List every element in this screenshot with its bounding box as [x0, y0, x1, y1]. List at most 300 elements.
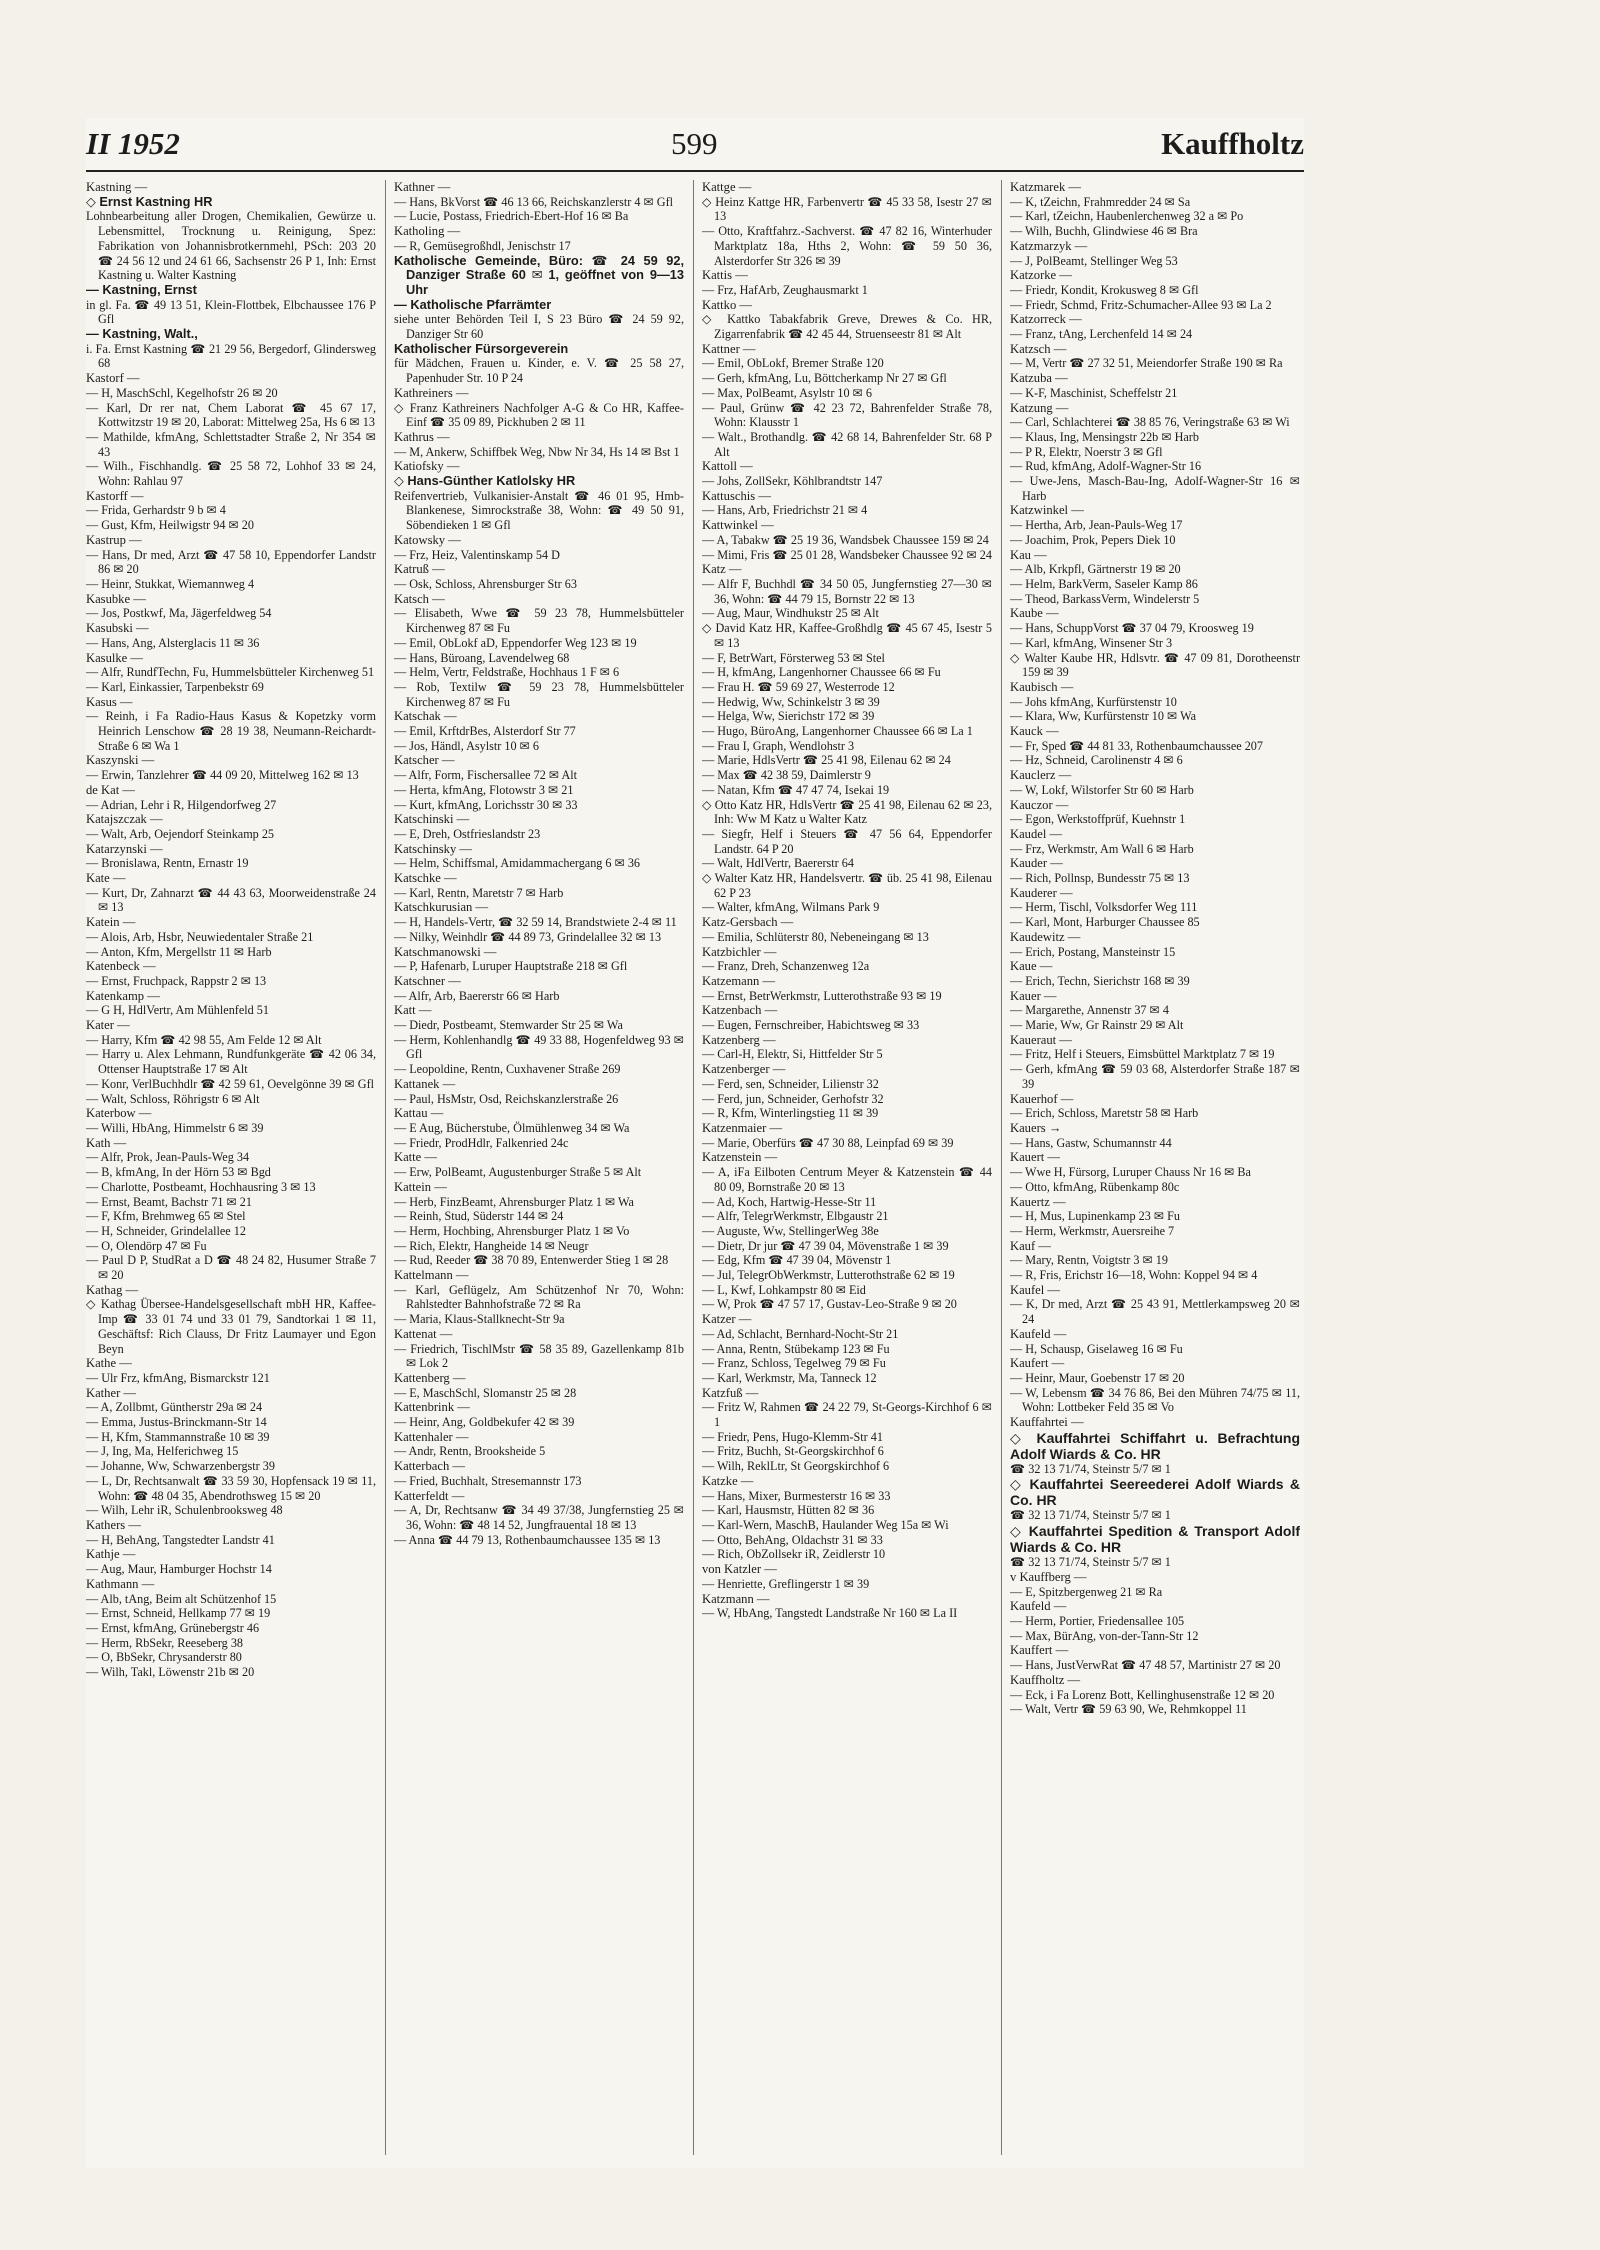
directory-entry: — M, Vertr ☎ 27 32 51, Meiendorfer Straße 190 ✉ Ra	[1010, 356, 1283, 371]
directory-entry: — L, Dr, Rechtsanwalt ☎ 33 59 30, Hopfensack 19 ✉ 11, Wohn: ☎ 48 04 35, Abendrothsweg 15 ✉ 20	[86, 1473, 376, 1503]
directory-entry: — Alfr, RundfTechn, Fu, Hummelsbütteler Kirchenweg 51	[86, 665, 375, 680]
directory-entry: — Hans, BkVorst ☎ 46 13 66, Reichskanzlerstr 4 ✉ Gfl	[394, 194, 674, 209]
directory-entry: — Eck, i Fa Lorenz Bott, Kellinghusenstraße 12 ✉ 20	[1010, 1687, 1275, 1702]
directory-entry: — H, Schausp, Giselaweg 16 ✉ Fu	[1010, 1341, 1183, 1356]
directory-entry: — R, Gemüsegroßhdl, Jenischstr 17	[394, 238, 571, 253]
directory-entry: — Herm, Werkmstr, Auersreihe 7	[1010, 1223, 1175, 1238]
directory-entry: — P, Hafenarb, Luruper Hauptstraße 218 ✉ Gfl	[394, 959, 628, 974]
directory-entry: — Adrian, Lehr i R, Hilgendorfweg 27	[86, 797, 277, 812]
surname-heading: Katt —	[394, 1003, 432, 1018]
directory-entry: — Max, PolBeamt, Asylstr 10 ✉ 6	[702, 385, 873, 400]
directory-entry: — Kurt, kfmAng, Lorichsstr 30 ✉ 33	[394, 797, 578, 812]
directory-entry: — Kastning, Ernst	[86, 281, 197, 297]
directory-entry: — Erich, Postang, Mansteinstr 15	[1010, 944, 1176, 959]
directory-entry: ◇ Otto Katz HR, HdlsVertr ☎ 25 41 98, Eilenau 62 ✉ 23, Inh: Ww M Katz u Walter Katz	[702, 797, 992, 827]
directory-entry: ◇ Kauffahrtei Spedition & Transport Adolf Wiards & Co. HR	[1010, 1523, 1300, 1556]
surname-heading: v Kauffberg —	[1010, 1569, 1087, 1584]
surname-heading: Kathe —	[86, 1356, 132, 1371]
directory-entry: — Otto, Kraftfahrz.-Sachverst. ☎ 47 82 16, Winterhuder Marktplatz 18a, Hths 2, Wohn: ☎ 59 50 36, Alsterdorfer Str 326 ✉ 39	[702, 224, 992, 268]
directory-entry: — Leopoldine, Rentn, Cuxhavener Straße 269	[394, 1062, 621, 1077]
directory-entry: — Franz, tAng, Lerchenfeld 14 ✉ 24	[1010, 327, 1193, 342]
surname-heading: Kattko —	[702, 297, 753, 312]
directory-entry: — Jul, TelegrObWerkmstr, Lutterothstraße 62 ✉ 19	[702, 1268, 955, 1283]
surname-heading: Kattein —	[394, 1179, 447, 1194]
directory-entry: — Rob, Textilw ☎ 59 23 78, Hummelsbütteler Kirchenweg 87 ✉ Fu	[394, 679, 684, 709]
surname-heading: Kaufert —	[1010, 1356, 1065, 1371]
directory-entry: — Wilh, Lehr iR, Schulenbrooksweg 48	[86, 1503, 283, 1518]
surname-heading: Katschinsky —	[394, 841, 473, 856]
directory-entry: — H, BehAng, Tangstedter Landstr 41	[86, 1532, 275, 1547]
directory-entry: ☎ 32 13 71/74, Steinstr 5/7 ✉ 1	[1010, 1508, 1171, 1523]
directory-entry: — Emil, ObLokf aD, Eppendorfer Weg 123 ✉ 19	[394, 635, 637, 650]
surname-heading: Katschkurusian —	[394, 900, 489, 915]
surname-heading: Katz-Gersbach —	[702, 915, 794, 930]
directory-entry: — Dietr, Dr jur ☎ 47 39 04, Mövenstraße 1 ✉ 39	[702, 1238, 949, 1253]
directory-entry: — Alb, tAng, Beim alt Schützenhof 15	[86, 1591, 277, 1606]
surname-heading: Katzorreck —	[1010, 312, 1082, 327]
directory-entry: — Harry, Kfm ☎ 42 98 55, Am Felde 12 ✉ Alt	[86, 1032, 322, 1047]
directory-entry: Reifenvertrieb, Vulkanisier-Anstalt ☎ 46 01 95, Hmb-Blankenese, Simrockstraße 38, Wohn: ☎ 49 50 91, Söbendieken 1 ✉ Gfl	[394, 488, 684, 533]
directory-entry: — Edg, Kfm ☎ 47 39 04, Mövenstr 1	[702, 1253, 892, 1268]
directory-entry: — L, Kwf, Lohkampstr 80 ✉ Eid	[702, 1282, 866, 1297]
directory-entry: — Herm, Tischl, Volksdorfer Weg 111	[1010, 900, 1198, 915]
directory-entry: — W, Lokf, Wilstorfer Str 60 ✉ Harb	[1010, 782, 1194, 797]
directory-entry: — Klaus, Ing, Mensingstr 22b ✉ Harb	[1010, 429, 1199, 444]
directory-entry: — Ferd, jun, Schneider, Gerhofstr 32	[702, 1091, 884, 1106]
directory-entry: — Ad, Koch, Hartwig-Hesse-Str 11	[702, 1194, 877, 1209]
directory-entry: — Karl, Geflügelz, Am Schützenhof Nr 70, Wohn: Rahlstedter Bahnhofstraße 72 ✉ Ra	[394, 1282, 684, 1312]
directory-entry: — Hans, Mixer, Burmesterstr 16 ✉ 33	[702, 1488, 891, 1503]
surname-heading: Katzorke —	[1010, 268, 1072, 283]
directory-entry: — Alb, Krkpfl, Gärtnerstr 19 ✉ 20	[1010, 562, 1181, 577]
surname-heading: von Katzler —	[702, 1562, 777, 1577]
surname-heading: Katte —	[394, 1150, 438, 1165]
directory-entry: — H, Handels-Vertr, ☎ 32 59 14, Brandstwiete 2-4 ✉ 11	[394, 915, 677, 930]
directory-entry: — Alfr, Prok, Jean-Pauls-Weg 34	[86, 1150, 250, 1165]
directory-entry: — Karl, Rentn, Maretstr 7 ✉ Harb	[394, 885, 564, 900]
surname-heading: Kathmann —	[86, 1576, 155, 1591]
directory-entry: — Wilh, ReklLtr, St Georgskirchhof 6	[702, 1459, 890, 1474]
directory-entry: — Hans, JustVerwRat ☎ 47 48 57, Martinistr 27 ✉ 20	[1010, 1658, 1281, 1673]
directory-entry: — Konr, VerlBuchhdlr ☎ 42 59 61, Oevelgönne 39 ✉ Gfl	[86, 1076, 375, 1091]
directory-entry: — Heinr, Stukkat, Wiemannweg 4	[86, 576, 255, 591]
directory-entry: — Walt., Brothandlg. ☎ 42 68 14, Bahrenfelder Str. 68 P Alt	[702, 429, 992, 459]
directory-entry: — Walt, HdlVertr, Baererstr 64	[702, 856, 854, 871]
directory-entry: — Hans, Ang, Alsterglacis 11 ✉ 36	[86, 635, 260, 650]
directory-entry: — Carl, Schlachterei ☎ 38 85 76, Veringstraße 63 ✉ Wi	[1010, 415, 1290, 430]
directory-entry: — Rich, Pollnsp, Bundesstr 75 ✉ 13	[1010, 871, 1190, 886]
surname-heading: Kate —	[86, 871, 126, 886]
column-divider	[1001, 180, 1002, 2155]
directory-entry: — Ulr Frz, kfmAng, Bismarckstr 121	[86, 1370, 270, 1385]
surname-heading: Kasubke —	[86, 591, 146, 606]
directory-entry: — W, HbAng, Tangstedt Landstraße Nr 160 ✉ La II	[702, 1606, 958, 1621]
column-divider	[693, 180, 694, 2155]
directory-entry: — Uwe-Jens, Masch-Bau-Ing, Adolf-Wagner-Str 16 ✉ Harb	[1010, 474, 1300, 503]
surname-heading: Katzmarek —	[1010, 180, 1081, 194]
surname-heading: Kaube —	[1010, 606, 1059, 621]
directory-entry: — E, MaschSchl, Slomanstr 25 ✉ 28	[394, 1385, 577, 1400]
directory-entry: — Frz, Heiz, Valentinskamp 54 D	[394, 547, 560, 562]
directory-entry: — Herta, kfmAng, Flotowstr 3 ✉ 21	[394, 782, 574, 797]
directory-entry: — Frau H. ☎ 59 69 27, Westerrode 12	[702, 679, 895, 694]
surname-heading: Katzbichler —	[702, 944, 777, 959]
directory-entry: — A, Tabakw ☎ 25 19 36, Wandsbek Chaussee 159 ✉ 24	[702, 532, 989, 547]
directory-entry: — Wwe H, Fürsorg, Luruper Chauss Nr 16 ✉ Ba	[1010, 1165, 1251, 1180]
directory-entry: — Emma, Justus-Brinckmann-Str 14	[86, 1415, 267, 1430]
directory-entry: — Otto, kfmAng, Rübenkamp 80c	[1010, 1179, 1180, 1194]
directory-entry: — Friedr, Schmd, Fritz-Schumacher-Allee 93 ✉ La 2	[1010, 297, 1272, 312]
column-4	[1010, 180, 1300, 2155]
directory-entry: — Marie, Oberfürs ☎ 47 30 88, Leinpfad 69 ✉ 39	[702, 1135, 954, 1150]
volume-year: II 1952	[86, 126, 180, 161]
surname-heading: Katzmarzyk —	[1010, 238, 1088, 253]
surname-heading: Kattenhaler —	[394, 1429, 469, 1444]
directory-page	[86, 118, 1304, 2168]
directory-entry: — Aug, Maur, Hamburger Hochstr 14	[86, 1562, 272, 1577]
directory-entry: — H, Kfm, Stammannstraße 10 ✉ 39	[86, 1429, 270, 1444]
surname-heading: Kath —	[86, 1135, 127, 1150]
directory-entry: — H, Schneider, Grindelallee 12	[86, 1223, 246, 1238]
directory-entry: ◇ Walter Katz HR, Handelsvertr. ☎ üb. 25 41 98, Eilenau 62 P 23	[702, 871, 992, 900]
directory-entry: — Hans, Büroang, Lavendelweg 68	[394, 650, 570, 665]
directory-entry: — Karl, Mont, Harburger Chaussee 85	[1010, 915, 1200, 930]
column-3	[702, 180, 992, 2155]
directory-entry: — Hugo, BüroAng, Langenhorner Chaussee 66 ✉ La 1	[702, 724, 973, 739]
directory-entry: — Gerh, kfmAng ☎ 59 03 68, Alsterdorfer Straße 187 ✉ 39	[1010, 1062, 1300, 1091]
surname-heading: Katerbow —	[86, 1106, 152, 1121]
directory-entry: ◇ Walter Kaube HR, Hdlsvtr. ☎ 47 09 81, Dorotheenstr 159 ✉ 39	[1010, 650, 1300, 680]
directory-entry: — Alfr F, Buchhdl ☎ 34 50 05, Jungfernstieg 27—30 ✉ 36, Wohn: ☎ 44 79 15, Bornstr 22 ✉ 13	[702, 576, 992, 606]
directory-entry: — Rich, ObZollsekr iR, Zeidlerstr 10	[702, 1547, 886, 1562]
surname-heading: Kaufeld —	[1010, 1599, 1067, 1614]
directory-entry: — Hans, Gastw, Schumannstr 44	[1010, 1135, 1172, 1150]
directory-entry: — A, Dr, Rechtsanw ☎ 34 49 37/38, Jungfernstieg 25 ✉ 36, Wohn: ☎ 48 14 52, Jungfrauental 18 ✉ 13	[394, 1503, 684, 1532]
directory-entry: — Friedr, Kondit, Krokusweg 8 ✉ Gfl	[1010, 282, 1199, 297]
page-header	[86, 118, 1304, 172]
directory-entry: — Egon, Werkstoffprüf, Kuehnstr 1	[1010, 812, 1186, 827]
directory-entry: — Auguste, Ww, StellingerWeg 38e	[702, 1223, 879, 1238]
directory-entry: — Herm, RbSekr, Reeseberg 38	[86, 1635, 244, 1650]
directory-entry: — Johs kfmAng, Kurfürstenstr 10	[1010, 694, 1177, 709]
surname-heading: Katzung —	[1010, 400, 1069, 415]
surname-heading: Kauert —	[1010, 1150, 1061, 1165]
directory-entry: — Alois, Arb, Hsbr, Neuwiedentaler Straße 21	[86, 929, 314, 944]
directory-entry: — W, Prok ☎ 47 57 17, Gustav-Leo-Straße 9 ✉ 20	[702, 1297, 957, 1312]
directory-entry: — Herm, Hochbing, Ahrensburger Platz 1 ✉ Vo	[394, 1223, 630, 1238]
directory-entry: — Ernst, kfmAng, Grünebergstr 46	[86, 1620, 260, 1635]
directory-entry: — Karl, Hausmstr, Hütten 82 ✉ 36	[702, 1503, 875, 1518]
directory-entry: ◇ Kathag Übersee-Handelsgesellschaft mbH HR, Kaffee-Imp ☎ 33 01 74 und 33 01 79, Sandtorkai 1 ✉ 11, Geschäftsf: Rich Clauss, Dr Fritz Laumayer und Egon Beyn	[86, 1297, 376, 1356]
surname-heading: Katzmann —	[702, 1591, 770, 1606]
page-number: 599	[671, 126, 718, 161]
surname-heading: Kattelmann —	[394, 1268, 469, 1283]
directory-entry: — Herm, Kohlenhandlg ☎ 49 33 88, Hogenfeldweg 93 ✉ Gfl	[394, 1032, 684, 1062]
directory-entry: — Hans, Dr med, Arzt ☎ 47 58 10, Eppendorfer Landstr 86 ✉ 20	[86, 547, 376, 577]
directory-entry: — H, kfmAng, Langenhorner Chaussee 66 ✉ Fu	[702, 665, 941, 680]
directory-entry: — Walt, Vertr ☎ 59 63 90, We, Rehmkoppel 11	[1010, 1702, 1247, 1717]
surname-heading: Katajszczak —	[86, 812, 163, 827]
directory-entry: — J, Ing, Ma, Helferichweg 15	[86, 1444, 239, 1459]
directory-entry: ◇ Kattko Tabakfabrik Greve, Drewes & Co. HR, Zigarrenfabrik ☎ 42 45 44, Struenseestr 81 ✉ Alt	[702, 312, 992, 342]
surname-heading: Kauertz —	[1010, 1194, 1066, 1209]
surname-heading: Katschinski —	[394, 812, 470, 827]
directory-entry: — M, Ankerw, Schiffbek Weg, Nbw Nr 34, Hs 14 ✉ Bst 1	[394, 444, 680, 459]
surname-heading: Katzenstein —	[702, 1150, 778, 1165]
surname-heading: Kauck —	[1010, 724, 1059, 739]
surname-heading: Kattner —	[702, 341, 756, 356]
directory-entry: — J, PolBeamt, Stellinger Weg 53	[1010, 253, 1178, 268]
surname-heading: Kattenberg —	[394, 1370, 466, 1385]
directory-entry: — Siegfr, Helf i Steuers ☎ 47 56 64, Eppendorfer Landstr. 64 P 20	[702, 826, 992, 856]
directory-entry: — K, tZeichn, Frahmredder 24 ✉ Sa	[1010, 194, 1191, 209]
directory-entry: — Fried, Buchhalt, Stresemannstr 173	[394, 1473, 582, 1488]
directory-entry: — F, Kfm, Brehmweg 65 ✉ Stel	[86, 1209, 246, 1224]
surname-heading: Katenbeck —	[86, 959, 156, 974]
directory-entry: — Franz, Dreh, Schanzenweg 12a	[702, 959, 870, 974]
surname-heading: Kattge —	[702, 180, 752, 194]
surname-heading: Kaufel —	[1010, 1282, 1061, 1297]
surname-heading: Kathag —	[86, 1282, 139, 1297]
surname-heading: Kastorff —	[86, 488, 144, 503]
directory-entry: — E, Dreh, Ostfrieslandstr 23	[394, 826, 541, 841]
directory-entry: — Ernst, BetrWerkmstr, Lutterothstraße 93 ✉ 19	[702, 988, 942, 1003]
directory-entry: — Anna, Rentn, Stübekamp 123 ✉ Fu	[702, 1341, 890, 1356]
directory-entry: ◇ Kauffahrtei Schiffahrt u. Befrachtung Adolf Wiards & Co. HR	[1010, 1429, 1300, 1462]
directory-entry: — Theod, BarkassVerm, Windelerstr 5	[1010, 591, 1200, 606]
directory-entry: — Alfr, Form, Fischersallee 72 ✉ Alt	[394, 768, 578, 783]
directory-entry: — Karl-Wern, MaschB, Haulander Weg 15a ✉ Wi	[702, 1517, 949, 1532]
directory-entry: — Osk, Schloss, Ahrensburger Str 63	[394, 576, 577, 591]
directory-entry: — K-F, Maschinist, Scheffelstr 21	[1010, 385, 1178, 400]
surname-heading: Kauder —	[1010, 856, 1063, 871]
directory-entry: ◇ Heinz Kattge HR, Farbenvertr ☎ 45 33 58, Isestr 27 ✉ 13	[702, 194, 992, 224]
surname-heading: Katiofsky —	[394, 459, 460, 474]
directory-entry: Katholische Gemeinde, Büro: ☎ 24 59 92, Danziger Straße 60 ✉ 1, geöffnet von 9—13 Uhr	[394, 252, 684, 297]
surname-heading: Kau —	[1010, 547, 1047, 562]
surname-heading: Kasulke —	[86, 650, 144, 665]
directory-entry: — Aug, Maur, Windhukstr 25 ✉ Alt	[702, 606, 879, 621]
surname-heading: Kaudewitz —	[1010, 929, 1081, 944]
directory-entry: — Herb, FinzBeamt, Ahrensburger Platz 1 ✉ Wa	[394, 1194, 634, 1209]
directory-entry: — Klara, Ww, Kurfürstenstr 10 ✉ Wa	[1010, 709, 1197, 724]
directory-entry: — Karl, Werkmstr, Ma, Tanneck 12	[702, 1370, 877, 1385]
directory-entry: — Emil, KrftdrBes, Alsterdorf Str 77	[394, 724, 576, 739]
surname-heading: Kattoll —	[702, 459, 753, 474]
directory-entry: — Gust, Kfm, Heilwigstr 94 ✉ 20	[86, 518, 254, 533]
directory-entry: — Erwin, Tanzlehrer ☎ 44 09 20, Mittelweg 162 ✉ 13	[86, 768, 359, 783]
directory-entry: — Ernst, Fruchpack, Rappstr 2 ✉ 13	[86, 973, 267, 988]
surname-heading: Kater —	[86, 1018, 130, 1033]
directory-entry: — Friedrich, TischlMstr ☎ 58 35 89, Gazellenkamp 81b ✉ Lok 2	[394, 1341, 684, 1371]
directory-entry: — H, MaschSchl, Kegelhofstr 26 ✉ 20	[86, 385, 278, 400]
directory-entry: — Emil, ObLokf, Bremer Straße 120	[702, 356, 884, 371]
surname-heading: Kattuschis —	[702, 488, 771, 503]
directory-entry: — Karl, kfmAng, Winsener Str 3	[1010, 635, 1173, 650]
directory-entry: — Hans, SchuppVorst ☎ 37 04 79, Kroosweg 19	[1010, 621, 1254, 636]
directory-entry: in gl. Fa. ☎ 49 13 51, Klein-Flottbek, Elbchaussee 176 P Gfl	[86, 297, 376, 327]
directory-entry: — Johanne, Ww, Schwarzenbergstr 39	[86, 1459, 275, 1474]
directory-entry: — Margarethe, Annenstr 37 ✉ 4	[1010, 1003, 1169, 1018]
directory-entry: — Henriette, Greflingerstr 1 ✉ 39	[702, 1576, 870, 1591]
directory-entry: — Karl, Dr rer nat, Chem Laborat ☎ 45 67 17, Kottwitzstr 19 ✉ 20, Laborat: Mittelweg 25a, Hs 6 ✉ 13	[86, 400, 376, 430]
directory-entry: — Franz, Schloss, Tegelweg 79 ✉ Fu	[702, 1356, 886, 1371]
directory-entry: — Erw, PolBeamt, Augustenburger Straße 5 ✉ Alt	[394, 1165, 642, 1180]
surname-heading: Kaudel —	[1010, 826, 1063, 841]
surname-heading: Katschner —	[394, 973, 461, 988]
directory-entry: — E Aug, Bücherstube, Ölmühlenweg 34 ✉ Wa	[394, 1121, 630, 1135]
surname-heading: Kathers —	[86, 1517, 141, 1532]
directory-entry: ◇ Ernst Kastning HR	[86, 193, 213, 209]
surname-heading: Katzuba —	[1010, 371, 1068, 386]
directory-entry: — P R, Elektr, Noerstr 3 ✉ Gfl	[1010, 444, 1163, 459]
directory-entry: — Ad, Schlacht, Bernhard-Nocht-Str 21	[702, 1326, 899, 1341]
surname-heading: Kattwinkel —	[702, 518, 774, 533]
directory-entry: — Ernst, Beamt, Bachstr 71 ✉ 21	[86, 1194, 252, 1209]
directory-entry: — Harry u. Alex Lehmann, Rundfunkgeräte ☎ 42 06 34, Ottenser Hauptstraße 17 ✉ Alt	[86, 1047, 376, 1077]
directory-entry: — Walt, Arb, Oejendorf Steinkamp 25	[86, 826, 275, 841]
surname-heading: Katschak —	[394, 709, 457, 724]
directory-entry: — Jos, Händl, Asylstr 10 ✉ 6	[394, 738, 539, 753]
column-divider	[385, 180, 386, 2155]
surname-heading: Kattenbrink —	[394, 1400, 470, 1415]
surname-heading: Kattanek —	[394, 1076, 456, 1091]
directory-entry: — Frida, Gerhardstr 9 b ✉ 4	[86, 503, 226, 518]
surname-heading: Kastorf —	[86, 371, 140, 386]
surname-heading: Kauerhof —	[1010, 1091, 1074, 1106]
directory-entry: für Mädchen, Frauen u. Kinder, e. V. ☎ 25 58 27, Papenhuder Str. 10 P 24	[394, 356, 684, 386]
surname-heading: Katruß —	[394, 562, 445, 577]
directory-entry: — Reinh, i Fa Radio-Haus Kasus & Kopetzky vorm Heinrich Lenschow ☎ 28 19 38, Neumann-Reichardt-Straße 6 ✉ Wa 1	[86, 709, 376, 753]
directory-entry: — Charlotte, Postbeamt, Hochhausring 3 ✉ 13	[86, 1179, 316, 1194]
directory-entry: — Bronislawa, Rentn, Ernastr 19	[86, 856, 249, 871]
directory-entry: — Alfr, Arb, Baererstr 66 ✉ Harb	[394, 988, 560, 1003]
surname-heading: Katzemann —	[702, 973, 776, 988]
directory-entry: — Hz, Schneid, Carolinenstr 4 ✉ 6	[1010, 753, 1183, 768]
directory-entry: — Jos, Postkwf, Ma, Jägerfeldweg 54	[86, 606, 272, 621]
directory-entry: ◇ Franz Kathreiners Nachfolger A-G & Co HR, Kaffee-Einf ☎ 35 09 89, Pickhuben 2 ✉ 11	[394, 400, 684, 430]
directory-entry: — Herm, Portier, Friedensallee 105	[1010, 1613, 1185, 1628]
surname-heading: Kasubski —	[86, 621, 149, 636]
directory-entry: — G H, HdlVertr, Am Mühlenfeld 51	[86, 1003, 269, 1018]
surname-heading: Katzwinkel —	[1010, 503, 1084, 518]
surname-heading: Katzenberger —	[702, 1062, 786, 1077]
directory-entry: — F, BetrWart, Försterweg 53 ✉ Stel	[702, 650, 885, 665]
directory-entry: — Paul, HsMstr, Osd, Reichskanzlerstraße 26	[394, 1091, 619, 1106]
column-1	[86, 180, 376, 2155]
directory-entry: — Carl-H, Elektr, Si, Hittfelder Str 5	[702, 1047, 883, 1062]
surname-heading: Katzfuß —	[702, 1385, 759, 1400]
surname-heading: Katholing —	[394, 224, 461, 239]
surname-heading: Katzenmaier —	[702, 1121, 783, 1135]
directory-entry: — Anna ☎ 44 79 13, Rothenbaumchaussee 135 ✉ 13	[394, 1532, 661, 1547]
directory-entry: — Mary, Rentn, Voigtstr 3 ✉ 19	[1010, 1253, 1168, 1268]
directory-entry: — Helga, Ww, Sierichstr 172 ✉ 39	[702, 709, 875, 724]
surname-heading: Kathreiners —	[394, 385, 469, 400]
surname-heading: Katein —	[86, 915, 136, 930]
directory-entry: — O, Olendörp 47 ✉ Fu	[86, 1238, 207, 1253]
surname-heading: Kaue —	[1010, 959, 1053, 974]
directory-entry: — Ernst, Schneid, Hellkamp 77 ✉ 19	[86, 1606, 271, 1621]
directory-entry: — A, Zollbmt, Güntherstr 29a ✉ 24	[86, 1400, 263, 1415]
directory-entry: — Hans, Arb, Friedrichstr 21 ✉ 4	[702, 503, 868, 518]
directory-entry: — A, iFa Eilboten Centrum Meyer & Katzenstein ☎ 44 80 09, Bornstraße 20 ✉ 13	[702, 1165, 992, 1194]
surname-heading: Kather —	[86, 1385, 137, 1400]
directory-entry: — Fr, Sped ☎ 44 81 33, Rothenbaumchaussee 207	[1010, 738, 1263, 753]
directory-entry: — Fritz W, Rahmen ☎ 24 22 79, St-Georgs-Kirchhof 6 ✉ 1	[702, 1400, 992, 1430]
surname-heading: Kaubisch —	[1010, 679, 1074, 694]
surname-heading: Kasus —	[86, 694, 133, 709]
directory-entry: — Helm, Schiffsmal, Amidammachergang 6 ✉ 36	[394, 856, 641, 871]
directory-entry: — Lucie, Postass, Friedrich-Ebert-Hof 16 ✉ Ba	[394, 209, 629, 224]
surname-heading: Katarzynski —	[86, 841, 163, 856]
directory-entry: — E, Spitzbergenweg 21 ✉ Ra	[1010, 1584, 1163, 1599]
directory-entry: — Fritz, Buchh, St-Georgskirchhof 6	[702, 1444, 884, 1459]
directory-entry: i. Fa. Ernst Kastning ☎ 21 29 56, Bergedorf, Glindersweg 68	[86, 341, 376, 371]
surname-heading: Kaufeld —	[1010, 1326, 1067, 1341]
column-2	[394, 180, 684, 2155]
surname-heading: Katz —	[702, 562, 742, 577]
directory-entry: — Reinh, Stud, Süderstr 144 ✉ 24	[394, 1209, 564, 1224]
directory-entry: — Eugen, Fernschreiber, Habichtsweg ✉ 33	[702, 1018, 920, 1033]
surname-heading: Kauers →	[1010, 1121, 1062, 1135]
surname-heading: Kathner —	[394, 180, 451, 194]
directory-entry: — Mimi, Fris ☎ 25 01 28, Wandsbeker Chaussee 92 ✉ 24	[702, 547, 992, 562]
running-head: Kauffholtz	[1161, 126, 1304, 161]
directory-entry: — Heinr, Maur, Goebenstr 17 ✉ 20	[1010, 1370, 1185, 1385]
directory-entry: — Walter, kfmAng, Wilmans Park 9	[702, 900, 880, 915]
directory-entry: — Ferd, sen, Schneider, Lilienstr 32	[702, 1076, 879, 1091]
directory-entry: — Paul, Grünw ☎ 42 23 72, Bahrenfelder Straße 78, Wohn: Klausstr 1	[702, 400, 992, 430]
surname-heading: Kattenat —	[394, 1326, 453, 1341]
directory-entry: — Mathilde, kfmAng, Schlettstadter Straße 2, Nr 354 ✉ 43	[86, 429, 376, 459]
surname-heading: Katzke —	[702, 1473, 754, 1488]
surname-heading: Kastning —	[86, 180, 148, 194]
directory-entry: — Emilia, Schlüterstr 80, Nebeneingang ✉ 13	[702, 929, 929, 944]
directory-entry: — Willi, HbAng, Himmelstr 6 ✉ 39	[86, 1121, 264, 1135]
directory-entry: — Heinr, Ang, Goldbekufer 42 ✉ 39	[394, 1415, 575, 1430]
directory-entry: — Walt, Schloss, Röhrigstr 6 ✉ Alt	[86, 1091, 260, 1106]
directory-entry: — Johs, ZollSekr, Köhlbrandtstr 147	[702, 474, 883, 489]
surname-heading: Katzenberg —	[702, 1032, 776, 1047]
surname-heading: Kauer —	[1010, 988, 1057, 1003]
surname-heading: Katenkamp —	[86, 988, 160, 1003]
surname-heading: Katterbach —	[394, 1459, 465, 1474]
directory-entry: — Natan, Kfm ☎ 47 47 74, Isekai 19	[702, 782, 890, 797]
directory-entry: — R, Kfm, Winterlingstieg 11 ✉ 39	[702, 1106, 879, 1121]
directory-entry: ◇ Hans-Günther Katlolsky HR	[394, 473, 576, 489]
directory-entry: Katholischer Fürsorgeverein	[394, 340, 569, 356]
directory-entry: — Paul D P, StudRat a D ☎ 48 24 82, Husumer Straße 7 ✉ 20	[86, 1253, 376, 1283]
directory-entry: ☎ 32 13 71/74, Steinstr 5/7 ✉ 1	[1010, 1461, 1171, 1476]
surname-heading: de Kat —	[86, 782, 135, 797]
directory-entry: — Karl, tZeichn, Haubenlerchenweg 32 a ✉ Po	[1010, 209, 1244, 224]
surname-heading: Kauffert —	[1010, 1643, 1069, 1658]
directory-entry: — Rud, kfmAng, Adolf-Wagner-Str 16	[1010, 459, 1202, 474]
directory-entry: ☎ 32 13 71/74, Steinstr 5/7 ✉ 1	[1010, 1555, 1171, 1570]
directory-entry: — Maria, Klaus-Stallknecht-Str 9a	[394, 1312, 565, 1327]
directory-entry: — Helm, BarkVerm, Saseler Kamp 86	[1010, 576, 1198, 591]
directory-entry: ◇ David Katz HR, Kaffee-Großhdlg ☎ 45 67 45, Isestr 5 ✉ 13	[702, 621, 992, 650]
surname-heading: Kauclerz —	[1010, 768, 1072, 783]
directory-entry: — Nilky, Weinhdlr ☎ 44 89 73, Grindelallee 32 ✉ 13	[394, 929, 662, 944]
directory-entry: — Frz, HafArb, Zeughausmarkt 1	[702, 282, 868, 297]
surname-heading: Kathje —	[86, 1547, 136, 1562]
directory-entry: — H, Mus, Lupinenkamp 23 ✉ Fu	[1010, 1209, 1181, 1224]
directory-entry: — W, Lebensm ☎ 34 76 86, Bei den Mühren 74/75 ✉ 11, Wohn: Lottbeker Feld 35 ✉ Vo	[1010, 1385, 1300, 1415]
directory-entry: — Kurt, Dr, Zahnarzt ☎ 44 43 63, Moorweidenstraße 24 ✉ 13	[86, 885, 376, 915]
surname-heading: Kattau —	[394, 1106, 444, 1121]
